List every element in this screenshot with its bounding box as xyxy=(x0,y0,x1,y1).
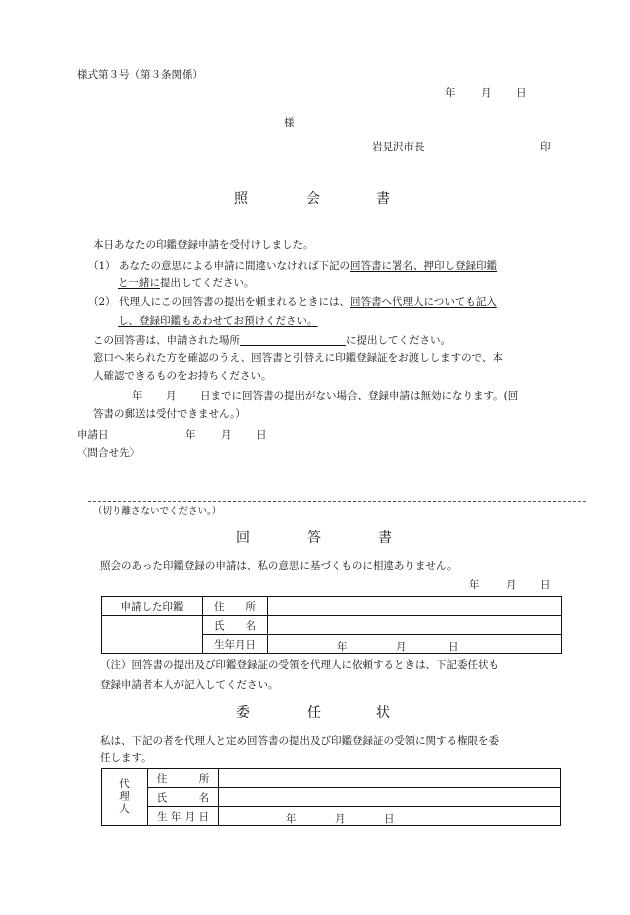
proxy-statement-2: 任します。 xyxy=(100,752,152,764)
item-2-underlined: 回答書へ代理人についても記入 xyxy=(350,296,497,308)
reply-birth-field[interactable] xyxy=(268,635,562,654)
proxy-statement-1: 私は、下記の者を代理人と定め回答書の提出及び印鑑登録証の受領に関する権限を委 xyxy=(100,735,499,747)
applied-day: 日 xyxy=(256,429,267,441)
inquiry-item-2-line-1 xyxy=(88,297,497,308)
reply-birth-day: 日 xyxy=(448,641,459,653)
issuer-name: 岩見沢市長 xyxy=(372,141,425,153)
proxy-name-field[interactable] xyxy=(219,788,561,807)
proxy-birth-day: 日 xyxy=(384,813,395,825)
proxy-name-label: 氏 名 xyxy=(156,791,210,804)
agent-label-cell xyxy=(102,769,148,826)
reply-name-label: 氏 名 xyxy=(214,619,256,632)
reply-statement: 照会のあった印鑑登録の申請は、私の意思に基づくものに相違ありません。 xyxy=(100,560,458,572)
proxy-address-label: 住 所 xyxy=(156,772,210,785)
proxy-title-3: 状 xyxy=(376,705,390,721)
note-line-2: 登録申請者本人が記入してください。 xyxy=(100,679,279,691)
proxy-birth-label-cell xyxy=(148,807,219,826)
header-date-month: 月 xyxy=(481,87,492,99)
cut-notice: （切り離さないでください。） xyxy=(93,506,222,517)
proxy-table xyxy=(101,768,561,826)
reply-birth-label: 生年月日 xyxy=(214,638,256,651)
proxy-name-label-cell xyxy=(148,788,219,807)
reply-birth-month: 月 xyxy=(396,641,407,653)
item-2-text: 代理人にこの回答書の提出を頼まれるときには、 xyxy=(119,296,351,308)
reply-birth-year: 年 xyxy=(337,641,348,653)
seal-label: 申請した印鑑 xyxy=(120,600,184,613)
item-1-text: あなたの意思による申請に間違いなければ下記の xyxy=(119,260,351,272)
applied-label: 申請日 xyxy=(77,429,109,441)
inquiry-item-1-line-1 xyxy=(88,261,497,272)
seal-stamp-area[interactable] xyxy=(102,616,203,654)
reply-date-year: 年 xyxy=(469,579,480,591)
contact-label: 〈問合せ先〉 xyxy=(77,447,140,459)
item-1-number: （1） xyxy=(88,260,116,272)
header-date-year: 年 xyxy=(445,87,456,99)
deadline-year: 年 xyxy=(132,390,143,402)
birth-label-cell xyxy=(203,635,268,654)
place-pre: この回答書は、申請された場所 xyxy=(93,334,240,347)
reply-title-2: 答 xyxy=(307,530,321,546)
item-1-text-2: 提出してください。 xyxy=(160,277,255,289)
note-line-1: （注）回答書の提出及び印鑑登録証の受領を代理人に依頼するときは、下記委任状も xyxy=(100,659,499,671)
reply-date-month: 月 xyxy=(506,579,517,591)
inquiry-title-2: 会 xyxy=(306,191,320,207)
applied-year: 年 xyxy=(185,429,196,441)
proxy-birth-field[interactable] xyxy=(219,807,561,826)
reply-title-1: 回 xyxy=(236,530,250,546)
form-number: 様式第３号（第３条関係） xyxy=(77,69,203,81)
place-blank xyxy=(240,335,346,346)
reply-table xyxy=(101,596,562,654)
proxy-birth-month: 月 xyxy=(335,813,346,825)
inquiry-title-3: 書 xyxy=(376,191,390,207)
reply-address-field[interactable] xyxy=(268,597,562,616)
deadline-month: 月 xyxy=(166,390,177,402)
cut-line xyxy=(88,501,586,502)
place-line xyxy=(93,335,451,346)
inquiry-title-1: 照 xyxy=(234,191,248,207)
proxy-title-2: 任 xyxy=(307,705,321,721)
addressee-suffix: 様 xyxy=(284,117,295,129)
proxy-address-label-cell xyxy=(148,769,219,788)
window-line-2: 人確認できるものをお持ちください。 xyxy=(93,370,272,382)
item-1-underlined: 回答書に署名、押印し登録印鑑 xyxy=(350,260,498,272)
inquiry-item-1-line-2 xyxy=(118,278,255,289)
reply-name-field[interactable] xyxy=(268,616,562,635)
proxy-address-field[interactable] xyxy=(219,769,561,788)
header-date-day: 日 xyxy=(516,87,527,99)
deadline-rest: 日までに回答書の提出がない場合、登録申請は無効になります。(回 xyxy=(200,390,519,402)
item-2-number: （2） xyxy=(88,296,116,308)
reply-date-day: 日 xyxy=(540,579,551,591)
issuer-seal: 印 xyxy=(540,141,551,153)
proxy-birth-year: 年 xyxy=(286,813,297,825)
seal-label-cell xyxy=(102,597,203,616)
reply-address-label: 住 所 xyxy=(214,600,256,613)
inquiry-intro: 本日あなたの印鑑登録申請を受付けしました。 xyxy=(93,239,314,251)
name-label-cell xyxy=(203,616,268,635)
address-label-cell xyxy=(203,597,268,616)
inquiry-item-2-line-2 xyxy=(118,316,318,327)
proxy-birth-label: 生 年 月 日 xyxy=(156,810,209,823)
item-2-underlined-2: し、登録印鑑もあわせてお預けください。 xyxy=(118,315,318,327)
deadline-line-2: 答書の郵送は受付できません。） xyxy=(93,408,246,420)
reply-title-3: 書 xyxy=(378,530,392,546)
window-line-1: 窓口へ来られた方を確認のうえ、回答書と引替えに印鑑登録証をお渡ししますので、本 xyxy=(93,352,503,364)
item-1-underlined-2: と一緒に xyxy=(118,277,160,289)
agent-label: 代理人 xyxy=(118,778,130,816)
place-post: に提出してください。 xyxy=(346,334,451,347)
applied-month: 月 xyxy=(221,429,232,441)
proxy-title-1: 委 xyxy=(236,705,250,721)
